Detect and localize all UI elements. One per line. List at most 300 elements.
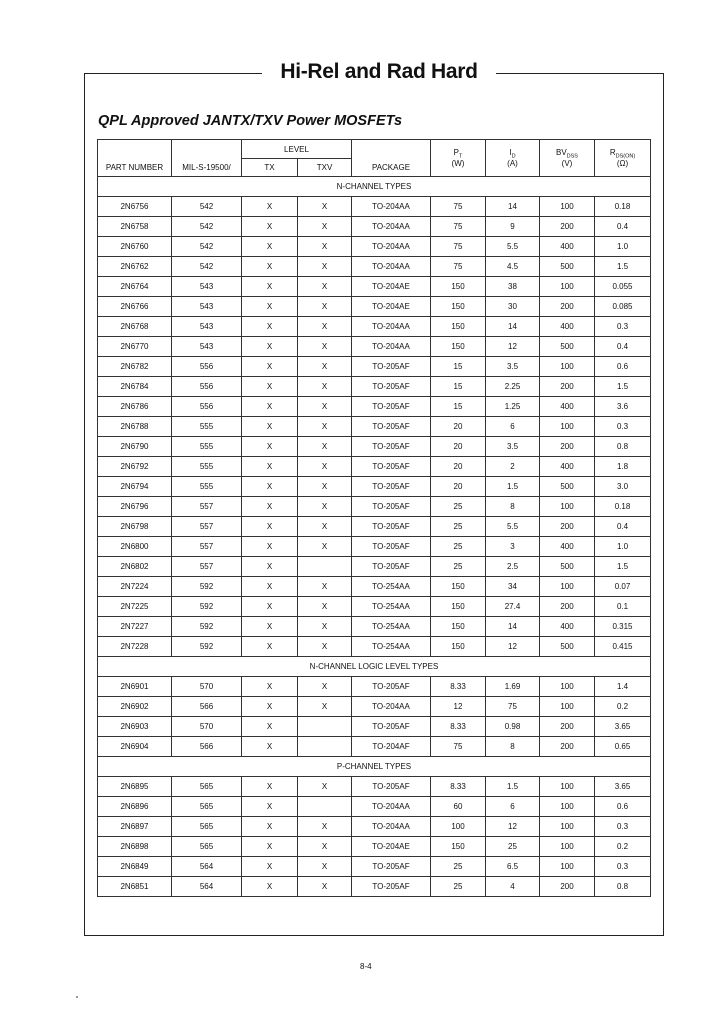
cell-txv: X bbox=[298, 337, 352, 357]
cell-bvdss: 100 bbox=[540, 417, 595, 437]
cell-bvdss: 100 bbox=[540, 677, 595, 697]
cell-mil-spec: 565 bbox=[172, 797, 242, 817]
cell-bvdss: 100 bbox=[540, 497, 595, 517]
cell-mil-spec: 564 bbox=[172, 857, 242, 877]
title-rule-left bbox=[84, 73, 262, 74]
cell-bvdss: 100 bbox=[540, 357, 595, 377]
cell-txv bbox=[298, 737, 352, 757]
cell-bvdss: 500 bbox=[540, 477, 595, 497]
cell-package: TO-205AF bbox=[352, 457, 431, 477]
cell-pt: 25 bbox=[431, 877, 486, 897]
cell-pt: 150 bbox=[431, 637, 486, 657]
table-row bbox=[98, 497, 651, 517]
cell-mil-spec: 555 bbox=[172, 477, 242, 497]
cell-rdson: 0.18 bbox=[595, 497, 651, 517]
cell-package: TO-205AF bbox=[352, 377, 431, 397]
cell-package: TO-204AE bbox=[352, 297, 431, 317]
section-header bbox=[98, 177, 651, 197]
cell-id: 4.5 bbox=[486, 257, 540, 277]
cell-rdson: 3.6 bbox=[595, 397, 651, 417]
cell-id: 8 bbox=[486, 497, 540, 517]
header-pt: $P_T$ (W) bbox=[431, 140, 486, 177]
cell-part-number: 2N6794 bbox=[98, 477, 172, 497]
cell-txv: X bbox=[298, 497, 352, 517]
cell-pt: 150 bbox=[431, 597, 486, 617]
cell-txv: X bbox=[298, 377, 352, 397]
header-id: $I_D$ (A) bbox=[486, 140, 540, 177]
cell-id: 8 bbox=[486, 737, 540, 757]
cell-part-number: 2N6798 bbox=[98, 517, 172, 537]
cell-package: TO-204AA bbox=[352, 197, 431, 217]
scan-speck bbox=[76, 996, 78, 998]
cell-pt: 8.33 bbox=[431, 677, 486, 697]
cell-package: TO-254AA bbox=[352, 577, 431, 597]
table-row bbox=[98, 257, 651, 277]
cell-pt: 150 bbox=[431, 837, 486, 857]
cell-bvdss: 200 bbox=[540, 297, 595, 317]
cell-id: 3.5 bbox=[486, 357, 540, 377]
cell-part-number: 2N7228 bbox=[98, 637, 172, 657]
cell-mil-spec: 592 bbox=[172, 597, 242, 617]
cell-id: 38 bbox=[486, 277, 540, 297]
cell-id: 0.98 bbox=[486, 717, 540, 737]
cell-mil-spec: 542 bbox=[172, 217, 242, 237]
cell-mil-spec: 556 bbox=[172, 397, 242, 417]
cell-mil-spec: 566 bbox=[172, 737, 242, 757]
cell-txv: X bbox=[298, 817, 352, 837]
cell-mil-spec: 592 bbox=[172, 617, 242, 637]
cell-rdson: 1.0 bbox=[595, 537, 651, 557]
cell-rdson: 0.4 bbox=[595, 517, 651, 537]
cell-bvdss: 200 bbox=[540, 717, 595, 737]
cell-mil-spec: 543 bbox=[172, 297, 242, 317]
cell-package: TO-205AF bbox=[352, 877, 431, 897]
cell-txv: X bbox=[298, 617, 352, 637]
header-part-number: PART NUMBER bbox=[98, 159, 172, 177]
page-number: 8-4 bbox=[360, 962, 372, 971]
cell-id: 30 bbox=[486, 297, 540, 317]
cell-rdson: 1.5 bbox=[595, 257, 651, 277]
cell-txv: X bbox=[298, 857, 352, 877]
cell-rdson: 1.0 bbox=[595, 237, 651, 257]
cell-package: TO-204AA bbox=[352, 257, 431, 277]
cell-bvdss: 100 bbox=[540, 697, 595, 717]
cell-tx: X bbox=[242, 437, 298, 457]
cell-bvdss: 100 bbox=[540, 817, 595, 837]
cell-bvdss: 400 bbox=[540, 617, 595, 637]
cell-part-number: 2N6764 bbox=[98, 277, 172, 297]
cell-bvdss: 100 bbox=[540, 197, 595, 217]
cell-package: TO-204AE bbox=[352, 277, 431, 297]
cell-txv: X bbox=[298, 397, 352, 417]
cell-txv: X bbox=[298, 317, 352, 337]
cell-rdson: 3.0 bbox=[595, 477, 651, 497]
table-row bbox=[98, 797, 651, 817]
cell-id: 14 bbox=[486, 197, 540, 217]
cell-id: 12 bbox=[486, 637, 540, 657]
cell-rdson: 0.18 bbox=[595, 197, 651, 217]
cell-mil-spec: 566 bbox=[172, 697, 242, 717]
cell-package: TO-205AF bbox=[352, 777, 431, 797]
table-row bbox=[98, 877, 651, 897]
cell-pt: 60 bbox=[431, 797, 486, 817]
cell-rdson: 0.65 bbox=[595, 737, 651, 757]
cell-part-number: 2N7227 bbox=[98, 617, 172, 637]
cell-part-number: 2N6849 bbox=[98, 857, 172, 877]
cell-txv: X bbox=[298, 277, 352, 297]
table-row bbox=[98, 597, 651, 617]
cell-id: 5.5 bbox=[486, 237, 540, 257]
cell-pt: 8.33 bbox=[431, 777, 486, 797]
cell-mil-spec: 542 bbox=[172, 237, 242, 257]
cell-id: 2 bbox=[486, 457, 540, 477]
cell-pt: 150 bbox=[431, 317, 486, 337]
cell-tx: X bbox=[242, 277, 298, 297]
cell-pt: 20 bbox=[431, 417, 486, 437]
cell-txv bbox=[298, 717, 352, 737]
section-header bbox=[98, 757, 651, 777]
cell-bvdss: 200 bbox=[540, 737, 595, 757]
cell-part-number: 2N6898 bbox=[98, 837, 172, 857]
header-package: PACKAGE bbox=[352, 159, 431, 177]
cell-txv bbox=[298, 557, 352, 577]
cell-id: 14 bbox=[486, 617, 540, 637]
header-rdson: $R_{DS(ON)}$ (Ω) bbox=[595, 140, 651, 177]
table-row bbox=[98, 777, 651, 797]
cell-tx: X bbox=[242, 637, 298, 657]
cell-mil-spec: 543 bbox=[172, 337, 242, 357]
table-row bbox=[98, 737, 651, 757]
cell-txv: X bbox=[298, 257, 352, 277]
table-row bbox=[98, 417, 651, 437]
cell-bvdss: 100 bbox=[540, 277, 595, 297]
cell-package: TO-204AA bbox=[352, 817, 431, 837]
cell-txv: X bbox=[298, 877, 352, 897]
cell-tx: X bbox=[242, 457, 298, 477]
cell-rdson: 1.5 bbox=[595, 377, 651, 397]
cell-part-number: 2N6903 bbox=[98, 717, 172, 737]
cell-pt: 20 bbox=[431, 477, 486, 497]
table-row bbox=[98, 577, 651, 597]
cell-id: 2.5 bbox=[486, 557, 540, 577]
cell-pt: 25 bbox=[431, 517, 486, 537]
cell-rdson: 1.5 bbox=[595, 557, 651, 577]
cell-part-number: 2N6796 bbox=[98, 497, 172, 517]
cell-rdson: 0.6 bbox=[595, 357, 651, 377]
cell-id: 6 bbox=[486, 797, 540, 817]
cell-rdson: 0.4 bbox=[595, 337, 651, 357]
cell-bvdss: 200 bbox=[540, 217, 595, 237]
cell-id: 6 bbox=[486, 417, 540, 437]
cell-rdson: 0.315 bbox=[595, 617, 651, 637]
cell-part-number: 2N6802 bbox=[98, 557, 172, 577]
cell-package: TO-205AF bbox=[352, 857, 431, 877]
cell-txv: X bbox=[298, 777, 352, 797]
cell-rdson: 3.65 bbox=[595, 717, 651, 737]
cell-bvdss: 100 bbox=[540, 837, 595, 857]
cell-pt: 75 bbox=[431, 237, 486, 257]
cell-rdson: 0.8 bbox=[595, 877, 651, 897]
cell-bvdss: 500 bbox=[540, 257, 595, 277]
cell-txv: X bbox=[298, 237, 352, 257]
cell-package: TO-205AF bbox=[352, 517, 431, 537]
cell-id: 3 bbox=[486, 537, 540, 557]
cell-part-number: 2N6896 bbox=[98, 797, 172, 817]
cell-bvdss: 200 bbox=[540, 877, 595, 897]
table-row bbox=[98, 557, 651, 577]
cell-txv: X bbox=[298, 577, 352, 597]
table-row bbox=[98, 217, 651, 237]
section-title: N-CHANNEL TYPES bbox=[98, 177, 651, 197]
cell-pt: 25 bbox=[431, 497, 486, 517]
cell-tx: X bbox=[242, 217, 298, 237]
cell-package: TO-205AF bbox=[352, 557, 431, 577]
cell-tx: X bbox=[242, 617, 298, 637]
cell-part-number: 2N6758 bbox=[98, 217, 172, 237]
table-row bbox=[98, 857, 651, 877]
cell-tx: X bbox=[242, 857, 298, 877]
cell-part-number: 2N6901 bbox=[98, 677, 172, 697]
table-row bbox=[98, 717, 651, 737]
cell-part-number: 2N6756 bbox=[98, 197, 172, 217]
cell-part-number: 2N6766 bbox=[98, 297, 172, 317]
cell-bvdss: 100 bbox=[540, 797, 595, 817]
cell-part-number: 2N6800 bbox=[98, 537, 172, 557]
table-row bbox=[98, 377, 651, 397]
cell-pt: 15 bbox=[431, 357, 486, 377]
cell-id: 12 bbox=[486, 817, 540, 837]
cell-mil-spec: 555 bbox=[172, 457, 242, 477]
cell-tx: X bbox=[242, 257, 298, 277]
cell-pt: 15 bbox=[431, 377, 486, 397]
cell-txv: X bbox=[298, 417, 352, 437]
table-row bbox=[98, 357, 651, 377]
cell-txv: X bbox=[298, 477, 352, 497]
cell-tx: X bbox=[242, 517, 298, 537]
cell-bvdss: 100 bbox=[540, 777, 595, 797]
cell-part-number: 2N6770 bbox=[98, 337, 172, 357]
cell-id: 9 bbox=[486, 217, 540, 237]
section-title: N-CHANNEL LOGIC LEVEL TYPES bbox=[98, 657, 651, 677]
table-row bbox=[98, 617, 651, 637]
cell-tx: X bbox=[242, 337, 298, 357]
cell-part-number: 2N7225 bbox=[98, 597, 172, 617]
cell-package: TO-204AE bbox=[352, 837, 431, 857]
table-row bbox=[98, 677, 651, 697]
cell-pt: 150 bbox=[431, 577, 486, 597]
table-row bbox=[98, 817, 651, 837]
cell-tx: X bbox=[242, 357, 298, 377]
header-package-top bbox=[352, 140, 431, 159]
cell-rdson: 0.6 bbox=[595, 797, 651, 817]
cell-package: TO-205AF bbox=[352, 717, 431, 737]
cell-tx: X bbox=[242, 557, 298, 577]
cell-mil-spec: 592 bbox=[172, 577, 242, 597]
cell-tx: X bbox=[242, 237, 298, 257]
cell-part-number: 2N6790 bbox=[98, 437, 172, 457]
cell-mil-spec: 557 bbox=[172, 517, 242, 537]
cell-rdson: 0.2 bbox=[595, 837, 651, 857]
header-bvdss: $BV_{DSS}$ (V) bbox=[540, 140, 595, 177]
cell-tx: X bbox=[242, 717, 298, 737]
cell-rdson: 0.415 bbox=[595, 637, 651, 657]
table-row bbox=[98, 697, 651, 717]
cell-package: TO-205AF bbox=[352, 417, 431, 437]
cell-bvdss: 500 bbox=[540, 337, 595, 357]
cell-package: TO-204AA bbox=[352, 337, 431, 357]
cell-tx: X bbox=[242, 737, 298, 757]
cell-rdson: 1.8 bbox=[595, 457, 651, 477]
cell-tx: X bbox=[242, 477, 298, 497]
cell-package: TO-204AA bbox=[352, 317, 431, 337]
cell-tx: X bbox=[242, 597, 298, 617]
cell-package: TO-204AA bbox=[352, 237, 431, 257]
cell-rdson: 0.055 bbox=[595, 277, 651, 297]
cell-package: TO-204AA bbox=[352, 797, 431, 817]
cell-part-number: 2N6897 bbox=[98, 817, 172, 837]
cell-package: TO-204AA bbox=[352, 217, 431, 237]
cell-mil-spec: 592 bbox=[172, 637, 242, 657]
cell-txv: X bbox=[298, 437, 352, 457]
header-level: LEVEL bbox=[242, 140, 352, 159]
cell-txv: X bbox=[298, 517, 352, 537]
cell-part-number: 2N6902 bbox=[98, 697, 172, 717]
cell-part-number: 2N6784 bbox=[98, 377, 172, 397]
cell-package: TO-254AA bbox=[352, 637, 431, 657]
cell-bvdss: 200 bbox=[540, 437, 595, 457]
cell-bvdss: 400 bbox=[540, 397, 595, 417]
cell-rdson: 0.3 bbox=[595, 417, 651, 437]
header-part-number-top bbox=[98, 140, 172, 159]
cell-mil-spec: 570 bbox=[172, 677, 242, 697]
table-row bbox=[98, 517, 651, 537]
cell-pt: 75 bbox=[431, 197, 486, 217]
header-mil-spec-top bbox=[172, 140, 242, 159]
cell-package: TO-205AF bbox=[352, 497, 431, 517]
table-row bbox=[98, 477, 651, 497]
cell-pt: 15 bbox=[431, 397, 486, 417]
cell-pt: 20 bbox=[431, 457, 486, 477]
cell-txv: X bbox=[298, 637, 352, 657]
cell-mil-spec: 556 bbox=[172, 357, 242, 377]
cell-rdson: 0.3 bbox=[595, 817, 651, 837]
cell-pt: 75 bbox=[431, 217, 486, 237]
cell-rdson: 0.8 bbox=[595, 437, 651, 457]
cell-mil-spec: 565 bbox=[172, 817, 242, 837]
section-title: P-CHANNEL TYPES bbox=[98, 757, 651, 777]
cell-package: TO-205AF bbox=[352, 477, 431, 497]
cell-rdson: 0.1 bbox=[595, 597, 651, 617]
cell-part-number: 2N6792 bbox=[98, 457, 172, 477]
cell-pt: 75 bbox=[431, 737, 486, 757]
cell-tx: X bbox=[242, 817, 298, 837]
cell-package: TO-205AF bbox=[352, 537, 431, 557]
section-header bbox=[98, 657, 651, 677]
cell-part-number: 2N6782 bbox=[98, 357, 172, 377]
cell-tx: X bbox=[242, 837, 298, 857]
cell-bvdss: 400 bbox=[540, 537, 595, 557]
header-txv: TXV bbox=[298, 159, 352, 177]
header-tx: TX bbox=[242, 159, 298, 177]
cell-pt: 20 bbox=[431, 437, 486, 457]
cell-package: TO-205AF bbox=[352, 397, 431, 417]
cell-pt: 150 bbox=[431, 277, 486, 297]
cell-part-number: 2N7224 bbox=[98, 577, 172, 597]
cell-mil-spec: 542 bbox=[172, 197, 242, 217]
cell-bvdss: 100 bbox=[540, 857, 595, 877]
cell-pt: 25 bbox=[431, 537, 486, 557]
cell-txv: X bbox=[298, 197, 352, 217]
title-rule-right bbox=[496, 73, 663, 74]
cell-pt: 25 bbox=[431, 557, 486, 577]
cell-bvdss: 500 bbox=[540, 557, 595, 577]
table-row bbox=[98, 397, 651, 417]
cell-tx: X bbox=[242, 377, 298, 397]
cell-tx: X bbox=[242, 417, 298, 437]
cell-id: 1.5 bbox=[486, 777, 540, 797]
cell-id: 5.5 bbox=[486, 517, 540, 537]
cell-id: 27.4 bbox=[486, 597, 540, 617]
cell-package: TO-254AA bbox=[352, 617, 431, 637]
cell-tx: X bbox=[242, 877, 298, 897]
table-subtitle: QPL Approved JANTX/TXV Power MOSFETs bbox=[98, 113, 403, 129]
cell-mil-spec: 565 bbox=[172, 777, 242, 797]
cell-bvdss: 100 bbox=[540, 577, 595, 597]
mosfet-table bbox=[97, 139, 651, 897]
cell-id: 1.5 bbox=[486, 477, 540, 497]
cell-id: 14 bbox=[486, 317, 540, 337]
cell-txv: X bbox=[298, 597, 352, 617]
cell-bvdss: 400 bbox=[540, 237, 595, 257]
cell-tx: X bbox=[242, 197, 298, 217]
cell-pt: 12 bbox=[431, 697, 486, 717]
cell-bvdss: 200 bbox=[540, 597, 595, 617]
cell-bvdss: 400 bbox=[540, 317, 595, 337]
cell-tx: X bbox=[242, 297, 298, 317]
table-row bbox=[98, 337, 651, 357]
cell-rdson: 0.07 bbox=[595, 577, 651, 597]
cell-part-number: 2N6904 bbox=[98, 737, 172, 757]
cell-pt: 100 bbox=[431, 817, 486, 837]
cell-package: TO-205AF bbox=[352, 677, 431, 697]
cell-tx: X bbox=[242, 797, 298, 817]
cell-package: TO-254AA bbox=[352, 597, 431, 617]
cell-txv: X bbox=[298, 457, 352, 477]
cell-pt: 150 bbox=[431, 297, 486, 317]
cell-tx: X bbox=[242, 577, 298, 597]
cell-id: 25 bbox=[486, 837, 540, 857]
header-mil-spec: MIL-S-19500/ bbox=[172, 159, 242, 177]
cell-id: 2.25 bbox=[486, 377, 540, 397]
cell-mil-spec: 570 bbox=[172, 717, 242, 737]
cell-mil-spec: 557 bbox=[172, 557, 242, 577]
cell-tx: X bbox=[242, 697, 298, 717]
cell-txv bbox=[298, 797, 352, 817]
cell-mil-spec: 564 bbox=[172, 877, 242, 897]
cell-part-number: 2N6762 bbox=[98, 257, 172, 277]
table-row bbox=[98, 197, 651, 217]
cell-bvdss: 500 bbox=[540, 637, 595, 657]
table-row bbox=[98, 537, 651, 557]
cell-pt: 150 bbox=[431, 337, 486, 357]
cell-part-number: 2N6788 bbox=[98, 417, 172, 437]
table-row bbox=[98, 637, 651, 657]
cell-rdson: 0.3 bbox=[595, 857, 651, 877]
cell-tx: X bbox=[242, 317, 298, 337]
table-body bbox=[98, 177, 651, 897]
cell-txv: X bbox=[298, 677, 352, 697]
cell-mil-spec: 543 bbox=[172, 277, 242, 297]
